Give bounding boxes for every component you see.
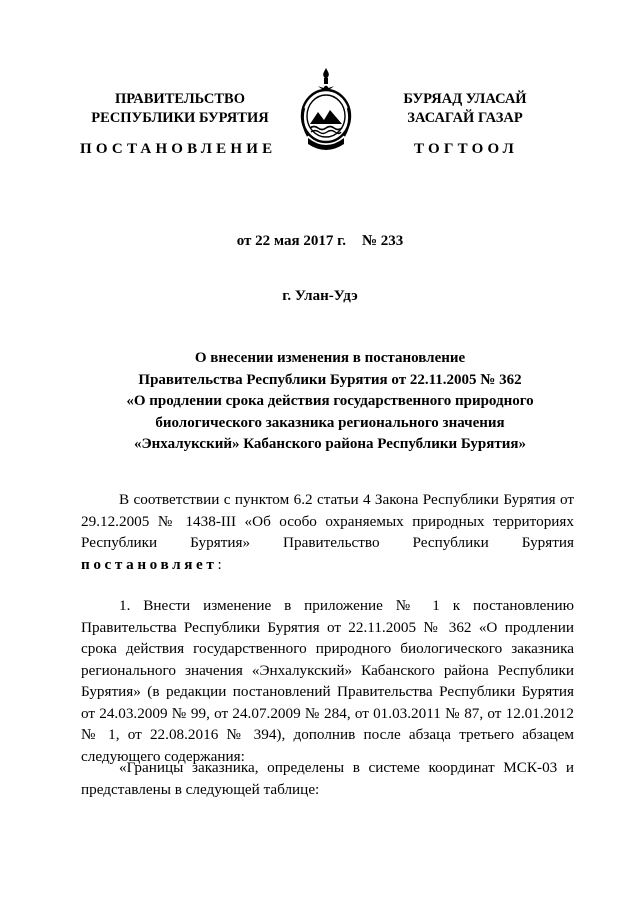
- header-right-line2: ЗАСАГАЙ ГАЗАР: [407, 110, 523, 126]
- document-number: № 233: [361, 233, 404, 249]
- title-line: биологического заказника регионального значения: [155, 414, 505, 431]
- item-1-text: 1. Внести изменение в приложение № 1 к постановлению Правительства Республики Бурятия от 22.11.2005 № 362 «О продлении срока действия государственного природного биологического заказника регионального значения «Энхалукский» Кабанского района Республики Бурятия» (в редакции постановлений Правительства Республики Бурятия от 24.03.2009 № 99, от 24.07.2009 № 284, от 01.03.2011 № 87, от 12.01.2012 № 1, от 22.08.2016 № 394), дополнив после абзаца третьего абзацем следующего содержания:: [81, 597, 574, 765]
- header-left-line2: РЕСПУБЛИКИ БУРЯТИЯ: [91, 110, 269, 126]
- date-number-line: [0, 233, 640, 250]
- item-1-paragraph: [81, 595, 574, 767]
- preamble-text: В соответствии с пунктом 6.2 статьи 4 Закона Республики Бурятия от 29.12.2005 № 1438-III «Об особо охраняемых природных территориях Республики Бурятия» Правительство Республики Бурятия: [81, 491, 574, 551]
- document-city: г. Улан-Удэ: [282, 288, 358, 304]
- document-date: от 22 мая 2017 г.: [236, 233, 346, 249]
- preamble-paragraph: [81, 489, 574, 575]
- quote-paragraph: [81, 757, 574, 800]
- title-line: Правительства Республики Бурятия от 22.11.2005 № 362: [138, 371, 522, 388]
- coat-of-arms-icon: [298, 66, 354, 156]
- header-left-doc-type: ПОСТАНОВЛЕНИЕ: [80, 141, 277, 157]
- preamble-action: постановляет: [81, 555, 218, 573]
- document-title: [90, 348, 570, 456]
- preamble-end: :: [217, 555, 222, 573]
- header-left: [80, 90, 280, 128]
- header-right-doc-type: ТОГТООЛ: [414, 141, 518, 157]
- title-line: О внесении изменения в постановление: [194, 350, 466, 366]
- title-line: «Энхалукский» Кабанского района Республики Бурятия»: [133, 436, 526, 452]
- header-left-line1: ПРАВИТЕЛЬСТВО: [115, 91, 245, 107]
- quote-text: «Границы заказника, определены в системе координат МСК-03 и представлены в следующей таблице:: [81, 759, 574, 798]
- header-right-line1: БУРЯАД УЛАСАЙ: [403, 91, 527, 107]
- title-line: «О продлении срока действия государственного природного: [126, 393, 534, 409]
- header-right: [370, 90, 560, 128]
